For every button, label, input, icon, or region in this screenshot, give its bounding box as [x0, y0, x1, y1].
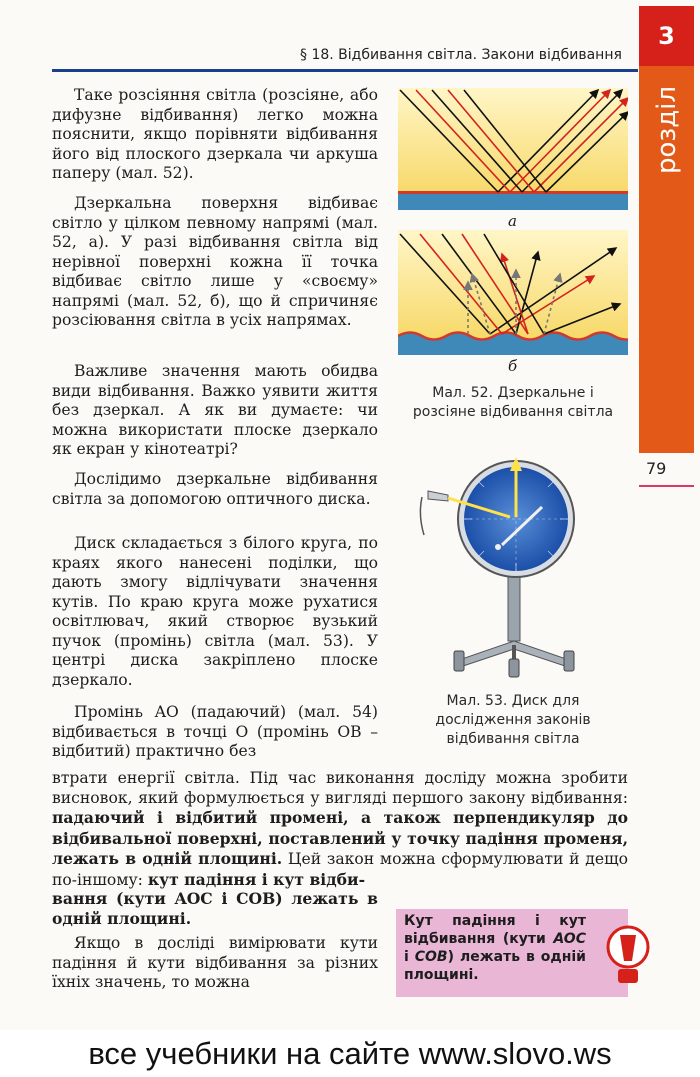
law-rephrase-intro: Цей закон можна сформулювати й дещо по-іншому:	[52, 850, 628, 889]
exclamation-icon	[598, 925, 658, 995]
paragraph-first-law	[52, 769, 628, 890]
caption-line: Мал. 52. Дзеркальне і	[432, 385, 594, 401]
figure-specular-reflection	[398, 88, 628, 210]
page-number-rule	[639, 485, 694, 487]
paragraph-importance	[52, 362, 378, 460]
law-rephrase-bold: кут падіння і кут відби-	[147, 869, 366, 889]
law-intro-text: втрати енергії світла. Під час виконання досліду можна зробити висновок, який формулюється у вигляді першого закону відбивання:	[52, 769, 628, 807]
figure-b-label: б	[508, 357, 518, 375]
paragraph-measure-angles	[52, 934, 378, 993]
paragraph-ray-ao	[52, 703, 378, 762]
rule-text-angle-aoc: AOC	[553, 931, 586, 947]
rule-callout-text	[404, 912, 586, 984]
chapter-label: розділ	[652, 85, 682, 175]
paragraph-text: Таке розсіяння світла (розсіяне, або дифузне відбивання) легко можна пояснити, якщо порівняти відбивання його від плоского дзеркала чи аркуша паперу (мал. 52).	[52, 86, 378, 182]
paragraph-text: Дослідимо дзеркальне відбивання світла за допомогою оптичного диска.	[52, 470, 378, 508]
paragraph-diffuse	[52, 86, 378, 184]
paragraph-text: Диск складається з білого круга, по краях якого нанесені поділки, що дають змогу відлічувати значення кутів. По краю круга може рухатися освітлювач, який створює вузький пучок (промінь) світла (мал. 53). У центрі диска закріплено плоске дзеркало.	[52, 534, 378, 689]
paragraph-text: Дзеркальна поверхня відбиває світло у цілком певному напрямі (мал. 52, а). У разі відбивання світла від нерівної поверхні кожна її точка відбиває світло лише у «своєму» напрямі (мал. 52, б), що й спричиняє розсіювання світла в усіх напрямах.	[52, 194, 378, 329]
header-rule	[52, 69, 638, 72]
rule-text-part: ) лежать в одній площині.	[404, 949, 586, 983]
figure-optical-disc	[418, 455, 598, 685]
rule-text-part: і	[404, 949, 415, 965]
caption-figure-52	[398, 384, 628, 422]
caption-figure-53	[398, 692, 628, 749]
paragraph-text: Важливе значення мають обидва види відбивання. Важко уявити життя без дзеркал. А як ви думаєте: чи можна використати плоске дзеркало як екран у кінотеатрі?	[52, 362, 378, 458]
paragraph-text: Промінь AO (падаючий) (мал. 54) відбивається в точці O (промінь OB – відбитий) практично без	[52, 703, 378, 760]
paragraph-mirror-surface	[52, 194, 378, 331]
paragraph-text: Якщо в досліді вимірювати кути падіння й кути відбивання за різних їхніх значень, то можна	[52, 934, 378, 991]
section-title: § 18. Відбивання світла. Закони відбивання	[300, 47, 622, 63]
figure-diffuse-reflection	[398, 230, 628, 355]
paragraph-disc-description	[52, 534, 378, 690]
footer-banner: все учебники на сайте www.slovo.ws	[0, 1030, 700, 1077]
paragraph-optical-disc	[52, 470, 378, 509]
caption-line: розсіяне відбивання світла	[412, 404, 614, 420]
chapter-label-wrapper	[640, 65, 694, 195]
caption-line: Мал. 53. Диск для	[446, 693, 580, 709]
page-number: 79	[646, 459, 667, 478]
rule-text-angle-cob: COB	[414, 949, 448, 965]
law-rephrase-continued: вання (кути AOC і COB) лежать в одній площині.	[52, 889, 378, 928]
chapter-number: 3	[639, 6, 694, 66]
first-law-statement: падаючий і відбитий промені, а також перпендикуляр до відбивальної поверхні, поставлений у точку падіння променя, лежать в одній площині.	[52, 808, 628, 868]
caption-line: дослідження законів	[435, 712, 591, 728]
figure-a-label: а	[508, 212, 517, 230]
rule-text-part: Кут падіння і кут відбивання (кути	[404, 913, 586, 947]
caption-line: відбивання світла	[446, 731, 580, 747]
